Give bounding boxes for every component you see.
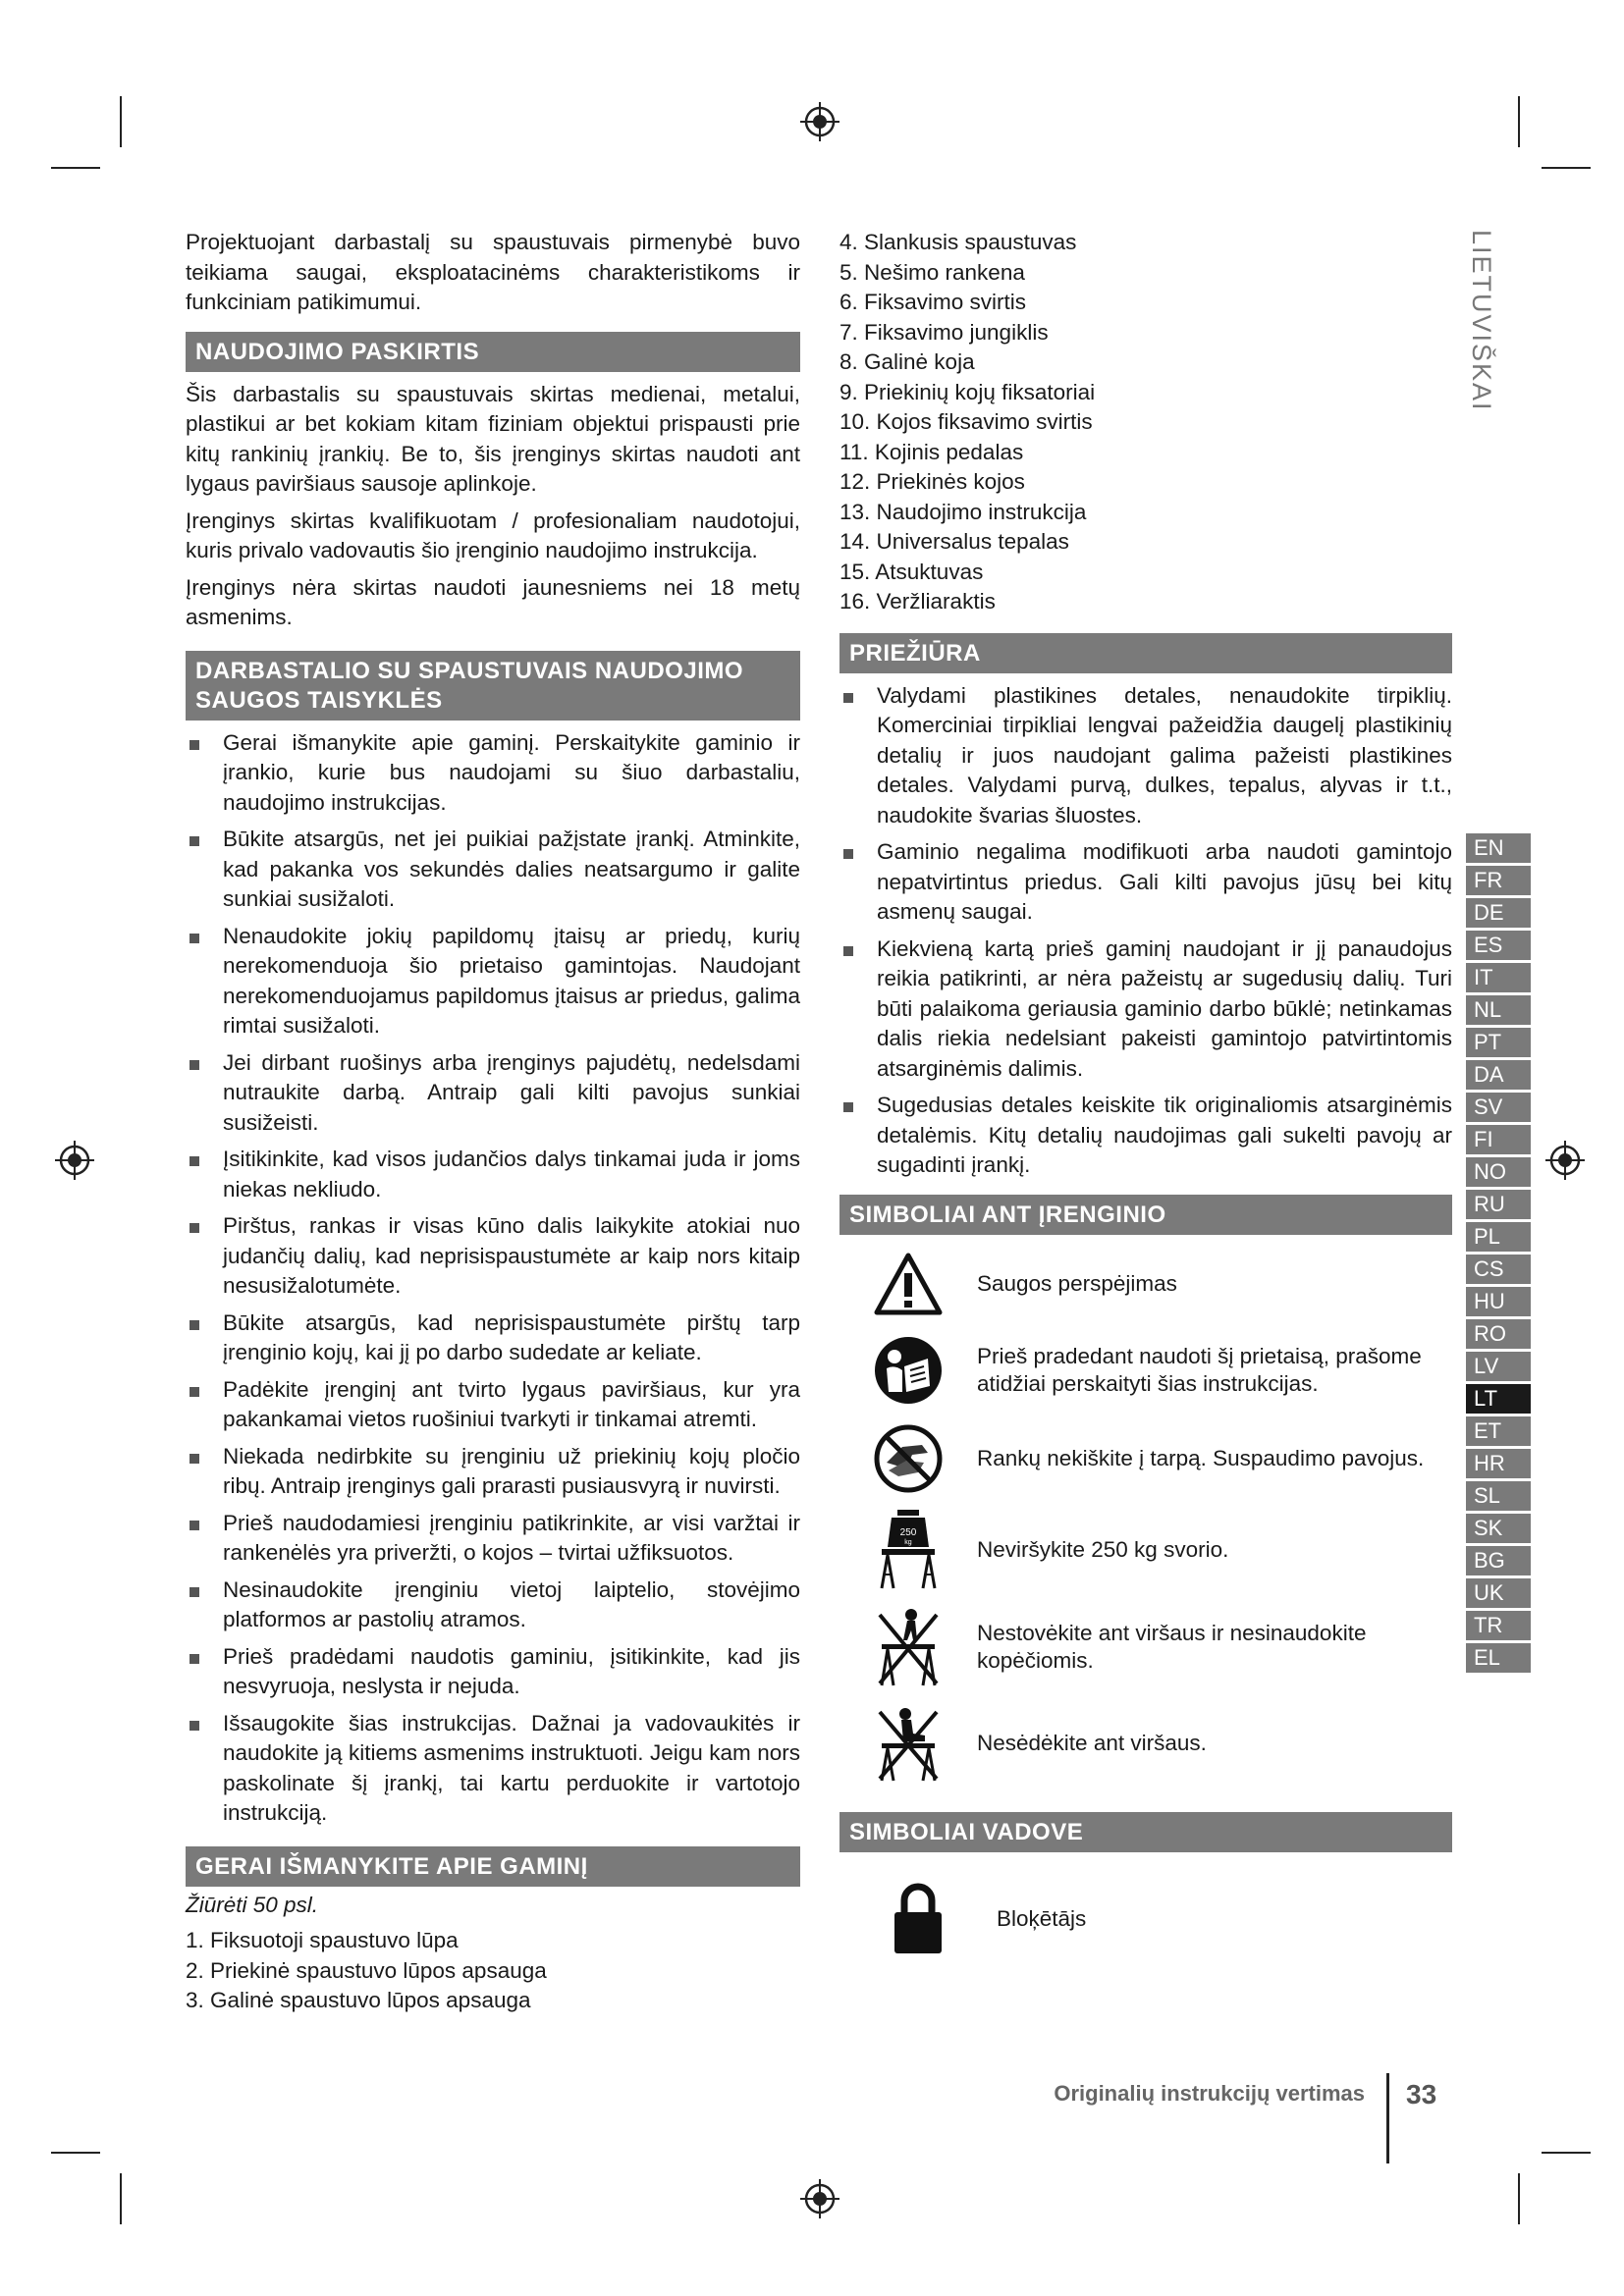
list-item: Padėkite įrenginį ant tvirto lygaus paviršiaus, kur yra pakankamai vietos ruošiniui tvarkyti ir tinkamai atremti.: [186, 1375, 800, 1435]
crop-mark: [51, 2152, 100, 2154]
registration-mark-icon: [798, 100, 841, 143]
max-load-icon: [874, 1508, 943, 1592]
list-item: Būkite atsargūs, kad neprisispaustumėte pirštų tarp įrenginio kojų, kai jį po darbo sudedate ar keliate.: [186, 1308, 800, 1368]
language-tab-nl[interactable]: NL: [1465, 994, 1532, 1026]
list-item: Prieš naudodamiesi įrenginiu patikrinkite, ar visi varžtai ir rankenėlės yra priveržti, o kojos – tvirtai užfiksuotos.: [186, 1509, 800, 1569]
language-tab-hr[interactable]: HR: [1465, 1448, 1532, 1479]
symbol-text: Neviršykite 250 kg svorio.: [977, 1536, 1229, 1562]
parts-list-a: [186, 1926, 800, 2016]
list-item: 9. Priekinių kojų fiksatoriai: [839, 379, 1096, 404]
parts-list-b: [839, 228, 1452, 617]
list-item: 8. Galinė koja: [839, 349, 975, 374]
language-tab-en[interactable]: EN: [1465, 832, 1532, 864]
left-column: [186, 228, 800, 2016]
no-hands-icon: [873, 1423, 944, 1494]
list-item: Kiekvieną kartą prieš gaminį naudojant ir jį panaudojus reikia patikrinti, ar nėra pažeistų ar sugedusių dalių. Turi būti palaikoma geriausia gaminio darbo būklė; netinkamas dalis riekia nedelsiant pakeisti gamintojo patvirtintomis atsarginėmis dalimis.: [839, 934, 1452, 1085]
language-tab-da[interactable]: DA: [1465, 1059, 1532, 1091]
language-tab-lt[interactable]: LT: [1465, 1383, 1532, 1415]
list-item: 13. Naudojimo instrukcija: [839, 499, 1087, 524]
no-standing-icon: [874, 1605, 943, 1689]
crop-mark: [120, 2173, 122, 2224]
registration-mark-icon: [53, 1139, 96, 1182]
list-item: Nenaudokite jokių papildomų įtaisų ar priedų, kurių nerekomenduoja šio prietaiso gamintojas. Naudojant nerekomenduojamus papildomus įtaisus ar priedus, galima rimtai susižaloti.: [186, 922, 800, 1041]
right-column: [839, 228, 1452, 1978]
language-tab-sk[interactable]: SK: [1465, 1513, 1532, 1544]
list-item: Įsitikinkite, kad visos judančios dalys tinkamai juda ir joms niekas nekliudo.: [186, 1145, 800, 1204]
no-sitting-icon: [874, 1704, 943, 1783]
symbol-row: [839, 1598, 1452, 1696]
list-item: Niekada nedirbkite su įrenginiu už priekinių kojų pločio ribų. Antraip įrenginys gali prarasti pusiausvyrą ir nuvirsti.: [186, 1442, 800, 1502]
list-item: 4. Slankusis spaustuvas: [839, 230, 1077, 254]
list-item: 2. Priekinė spaustuvo lūpos apsauga: [186, 1957, 547, 1983]
registration-mark-icon: [798, 2177, 841, 2220]
symbol-row: [839, 1860, 1452, 1978]
symbol-text: Nestovėkite ant viršaus ir nesinaudokite kopėčiomis.: [977, 1620, 1367, 1673]
list-item: 3. Galinė spaustuvo lūpos apsauga: [186, 1988, 531, 2012]
section-heading-safety: DARBASTALIO SU SPAUSTUVAIS NAUDOJIMO SAUGOS TAISYKLĖS: [186, 651, 800, 721]
symbol-text: Nesėdėkite ant viršaus.: [977, 1730, 1207, 1755]
svg-text:250: 250: [899, 1526, 917, 1538]
language-tab-et[interactable]: ET: [1465, 1415, 1532, 1447]
svg-text:kg: kg: [904, 1538, 912, 1546]
language-tab-de[interactable]: DE: [1465, 897, 1532, 929]
list-item: Prieš pradėdami naudotis gaminiu, įsitikinkite, kad jis nesvyruoja, neslysta ir nejuda.: [186, 1642, 800, 1702]
page-number: 33: [1406, 2079, 1437, 2109]
list-item: 6. Fiksavimo svirtis: [839, 290, 1027, 314]
symbol-text: Rankų nekiškite į tarpą. Suspaudimo pavojus.: [977, 1445, 1425, 1470]
language-tab-no[interactable]: NO: [1465, 1156, 1532, 1188]
footer-note: Originalių instrukcijų vertimas: [1054, 2081, 1365, 2106]
crop-mark: [1542, 2152, 1591, 2154]
paragraph: Įrenginys nėra skirtas naudoti jaunesniems nei 18 metų asmenims.: [186, 574, 800, 629]
list-item: Pirštus, rankas ir visas kūno dalis laikykite atokiai nuo judančių dalių, kad neprisispaustumėte ar kaip nors kitaip nesusižalotumėte.: [186, 1211, 800, 1302]
crop-mark: [120, 96, 122, 147]
padlock-icon: [893, 1883, 944, 1955]
footer-divider: [1386, 2073, 1389, 2163]
list-item: Valydami plastikines detales, nenaudokite tirpiklių. Komerciniai tirpikliai lengvai pažeidžia daugelį plastikinių detalių ir juos naudojant galima pažeisti plastikines detales. Valydami purvą, dulkes, tepalus, alyvas ir t.t., naudokite švarias šluostes.: [839, 681, 1452, 831]
paragraph: Įrenginys skirtas kvalifikuotam / profesionaliam naudotojui, kuris privalo vadovautis šio įrenginio naudojimo instrukcija.: [186, 507, 800, 562]
list-item: 10. Kojos fiksavimo svirtis: [839, 409, 1093, 434]
section-heading-symbols-device: SIMBOLIAI ANT ĮRENGINIO: [839, 1195, 1452, 1235]
list-item: Gaminio negalima modifikuoti arba naudoti gamintojo nepatvirtintus priedus. Gali kilti pavojus jūsų bei kitų asmenų saugai.: [839, 837, 1452, 928]
warning-triangle-icon: [873, 1252, 944, 1316]
language-tab-lv[interactable]: LV: [1465, 1351, 1532, 1382]
registration-mark-icon: [1543, 1139, 1587, 1182]
side-language-label: LIETUVIŠKAI: [1467, 230, 1496, 412]
list-item: 1. Fiksuotoji spaustuvo lūpa: [186, 1928, 459, 1952]
list-item: 12. Priekinės kojos: [839, 469, 1025, 494]
symbol-text: Bloķētājs: [997, 1905, 1087, 1931]
language-tab-pt[interactable]: PT: [1465, 1027, 1532, 1058]
section-heading-intended-use: NAUDOJIMO PASKIRTIS: [186, 332, 800, 372]
symbol-text: Prieš pradedant naudoti šį prietaisą, prašome atidžiai perskaityti šias instrukcijas.: [977, 1343, 1422, 1396]
language-tab-ru[interactable]: RU: [1465, 1189, 1532, 1220]
language-tab-cs[interactable]: CS: [1465, 1254, 1532, 1285]
intro-paragraph: Projektuojant darbastalį su spaustuvais pirmenybė buvo teikiama saugai, eksploatacinėms charakteristikoms ir funkciniam patikimumui.: [186, 230, 800, 314]
paragraph: Šis darbastalis su spaustuvais skirtas medienai, metalui, plastikui ar bet kokiam kitam fiziniam objektui prispausti prie kitų rankinių įrankių. Be to, šis įrenginys skirtas naudoti ant lygaus paviršiaus sausoje aplinkoje.: [186, 381, 800, 496]
list-item: Būkite atsargūs, net jei puikiai pažįstate įrankį. Atminkite, kad pakanka vos sekundės dalies neatsargumo ir galite sunkiai susižaloti.: [186, 825, 800, 915]
language-tab-ro[interactable]: RO: [1465, 1318, 1532, 1350]
language-tab-el[interactable]: EL: [1465, 1642, 1532, 1674]
language-tab-bg[interactable]: BG: [1465, 1545, 1532, 1576]
list-item: Sugedusias detales keiskite tik originaliomis atsarginėmis detalėmis. Kitų detalių naudojimas gali sukelti pavojų ar sugadinti įrankį.: [839, 1091, 1452, 1181]
list-item: 11. Kojinis pedalas: [839, 439, 1024, 464]
symbol-row: [839, 1415, 1452, 1502]
symbol-text: Saugos perspėjimas: [977, 1270, 1177, 1296]
symbol-row: [839, 1243, 1452, 1325]
list-item: 7. Fiksavimo jungiklis: [839, 319, 1049, 345]
symbol-row: [839, 1502, 1452, 1598]
language-tab-it[interactable]: IT: [1465, 962, 1532, 993]
symbol-row: [839, 1325, 1452, 1415]
list-item: 15. Atsuktuvas: [839, 559, 984, 584]
list-item: Jei dirbant ruošinys arba įrenginys pajudėtų, nedelsdami nutraukite darbą. Antraip gali kilti pavojus sunkiai susižeisti.: [186, 1048, 800, 1139]
list-item: 5. Nešimo rankena: [839, 259, 1025, 285]
crop-mark: [1518, 96, 1520, 147]
crop-mark: [1518, 2173, 1520, 2224]
language-tab-tr[interactable]: TR: [1465, 1610, 1532, 1641]
language-tab-sv[interactable]: SV: [1465, 1092, 1532, 1123]
language-tab-hu[interactable]: HU: [1465, 1286, 1532, 1317]
maintenance-list: [839, 681, 1452, 1181]
language-tab-fi[interactable]: FI: [1465, 1124, 1532, 1155]
safety-list: [186, 728, 800, 1829]
language-tabs: [1465, 832, 1532, 1675]
list-item: Gerai išmanykite apie gaminį. Perskaitykite gaminio ir įrankio, kurie bus naudojami su šiuo darbastaliu, naudojimo instrukcijas.: [186, 728, 800, 819]
list-item: Išsaugokite šias instrukcijas. Dažnai ja vadovaukitės ir naudokite ją kitiems asmenims instruktuoti. Jeigu kam nors paskolinate šį įrankį, tai kartu perduokite ir vartotojo instrukciją.: [186, 1709, 800, 1829]
language-tab-pl[interactable]: PL: [1465, 1221, 1532, 1253]
language-tab-sl[interactable]: SL: [1465, 1480, 1532, 1512]
section-heading-know-product: GERAI IŠMANYKITE APIE GAMINĮ: [186, 1846, 800, 1887]
see-page-reference: Žiūrėti 50 psl.: [186, 1892, 319, 1917]
read-manual-icon: [873, 1335, 944, 1406]
crop-mark: [1542, 167, 1591, 169]
list-item: 14. Universalus tepalas: [839, 529, 1069, 554]
language-tab-fr[interactable]: FR: [1465, 865, 1532, 896]
language-tab-uk[interactable]: UK: [1465, 1577, 1532, 1609]
language-tab-es[interactable]: ES: [1465, 930, 1532, 961]
list-item: 16. Veržliaraktis: [839, 589, 996, 614]
section-heading-symbols-manual: SIMBOLIAI VADOVE: [839, 1812, 1452, 1852]
list-item: Nesinaudokite įrenginiu vietoj laiptelio, stovėjimo platformos ar pastolių atramos.: [186, 1575, 800, 1635]
crop-mark: [51, 167, 100, 169]
symbol-row: [839, 1696, 1452, 1790]
section-heading-maintenance: PRIEŽIŪRA: [839, 633, 1452, 673]
